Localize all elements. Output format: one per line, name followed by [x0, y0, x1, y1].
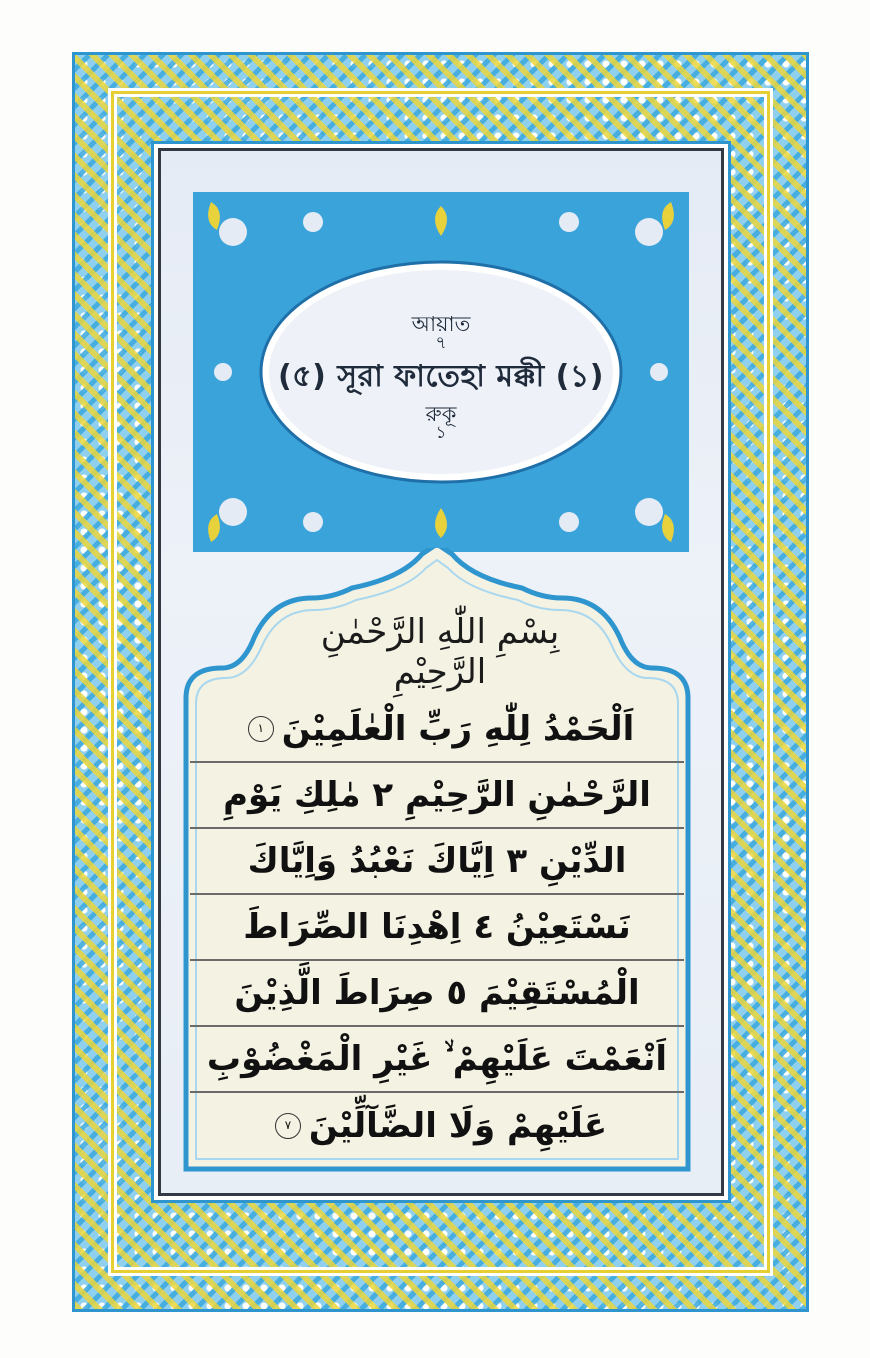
verse-line [190, 961, 684, 1027]
ruku-label: রুকূ [425, 402, 457, 426]
verse-text: نَسْتَعِيْنُ ٤ اِهْدِنَا الصِّرَاطَ [243, 907, 631, 947]
bismillah-heading: بِسْمِ اللّٰهِ الرَّحْمٰنِ الرَّحِيْمِ [320, 612, 560, 692]
verse-text: اَنْعَمْتَ عَلَيْهِمْ ۙ غَيْرِ الْمَغْضُوْبِ [206, 1039, 668, 1079]
ayah-end-marker: ٧ [275, 1113, 301, 1139]
ayat-count: ৭ [435, 333, 447, 353]
verse-text: عَلَيْهِمْ وَلَا الضَّآلِّيْنَ [308, 1106, 608, 1146]
ayah-end-marker: ١ [248, 716, 274, 742]
surah-header-cartouche [193, 192, 689, 552]
verse-line [190, 1027, 684, 1093]
ruku-count: ১ [435, 423, 447, 443]
verse-line [190, 829, 684, 895]
verse-text: الرَّحْمٰنِ الرَّحِيْمِ ٢ مٰلِكِ يَوْمِ [223, 775, 651, 815]
verse-line [190, 697, 684, 763]
verse-text: الْمُسْتَقِيْمَ ٥ صِرَاطَ الَّذِيْنَ [234, 973, 640, 1013]
verse-text: اَلْحَمْدُ لِلّٰهِ رَبِّ الْعٰلَمِيْنَ [281, 709, 635, 749]
surah-title: (৫) সূরা ফাতেহা মক্কী (১) [277, 359, 605, 394]
verse-line [190, 895, 684, 961]
verse-line [190, 763, 684, 829]
verse-lines [190, 697, 684, 1159]
ayat-label: আয়াত [411, 312, 471, 336]
verse-line [190, 1093, 684, 1159]
verse-text: الدِّيْنِ ٣ اِيَّاكَ نَعْبُدُ وَاِيَّاكَ [247, 841, 627, 881]
